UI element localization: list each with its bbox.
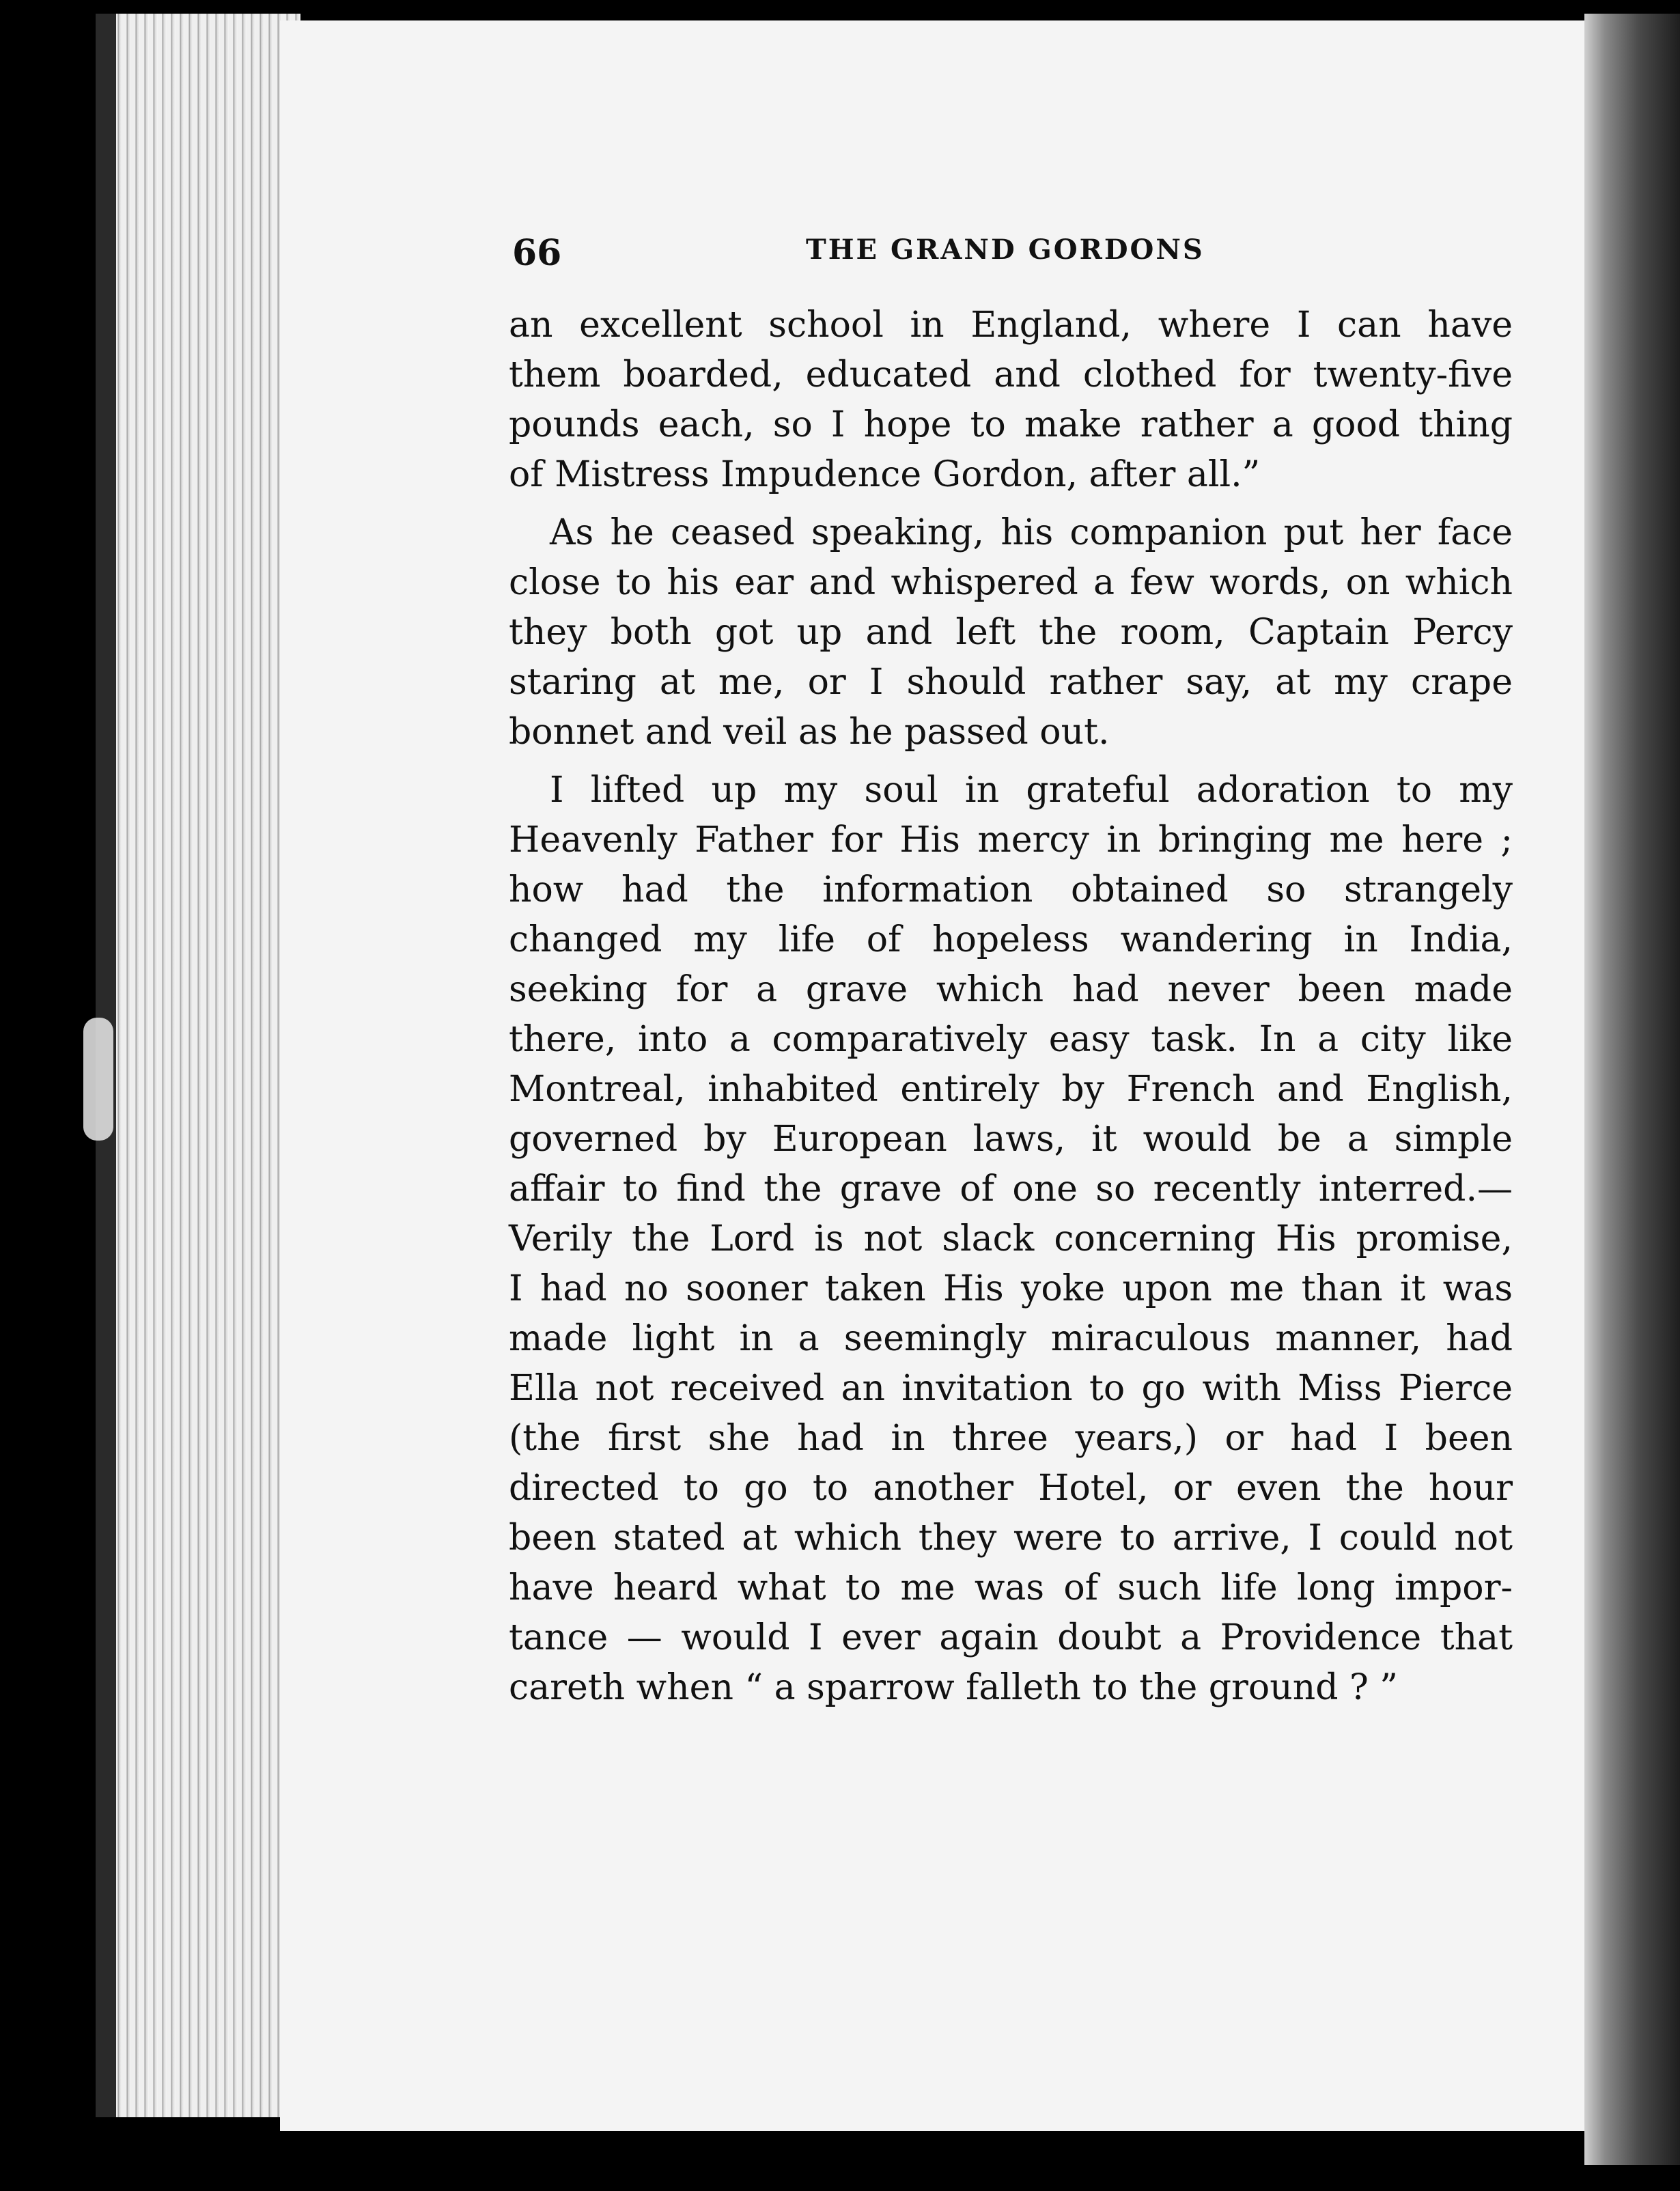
text-line: As he ceased speaking, his companion put her face [550,512,1513,553]
text-line: I lifted up my soul in grateful adoration to my [550,770,1513,811]
text-line: staring at me, or I should rather say, at my crape [509,662,1513,703]
text-line: Ella not received an invitation to go with Miss Pierce [509,1368,1513,1409]
page-header [512,225,1502,280]
text-line: close to his ear and whispered a few words, on which [509,562,1513,603]
text-line: there, into a comparatively easy task. In a city like [509,1019,1513,1060]
text-line: them boarded, educated and clothed for twenty-five [509,354,1513,395]
text-line: they both got up and left the room, Captain Percy [509,612,1513,653]
page-tab [83,1018,113,1141]
text-line: careth when “ a sparrow falleth to the ground ? ” [509,1667,1399,1708]
text-line: directed to go to another Hotel, or even the hour [509,1468,1513,1509]
book-binding [1584,14,1680,2165]
body-text [509,301,1513,1721]
paragraph [509,301,1513,500]
text-line: how had the information obtained so strangely [509,869,1513,910]
text-line: Montreal, inhabited entirely by French and English, [509,1069,1513,1110]
text-line: an excellent school in England, where I can have [509,305,1513,346]
book-page-edges [96,14,300,2117]
text-line: seeking for a grave which had never been made [509,969,1513,1010]
text-line: Heavenly Father for His mercy in bringing me here ; [509,820,1513,861]
running-head: THE GRAND GORDONS [806,234,1205,266]
text-line: Verily the Lord is not slack concerning His promise, [509,1218,1513,1259]
text-line: of Mistress Impudence Gordon, after all.” [509,454,1261,495]
text-line: bonnet and veil as he passed out. [509,712,1110,753]
text-line: been stated at which they were to arrive, I could not [509,1518,1513,1559]
text-line: (the first she had in three years,) or had I been [509,1418,1513,1459]
text-line: have heard what to me was of such life long impor- [509,1567,1513,1608]
paragraph [509,766,1513,1713]
page-number: 66 [512,232,562,274]
text-line: I had no sooner taken His yoke upon me than it was [509,1268,1513,1309]
text-line: governed by European laws, it would be a simple [509,1119,1513,1160]
text-line: affair to find the grave of one so recently interred.— [509,1169,1513,1210]
text-line: made light in a seemingly miraculous manner, had [509,1318,1513,1359]
paragraph [509,508,1513,757]
text-line: tance — would I ever again doubt a Providence that [509,1617,1513,1658]
text-line: changed my life of hopeless wandering in India, [509,919,1513,960]
text-line: pounds each, so I hope to make rather a good thing [509,404,1513,445]
